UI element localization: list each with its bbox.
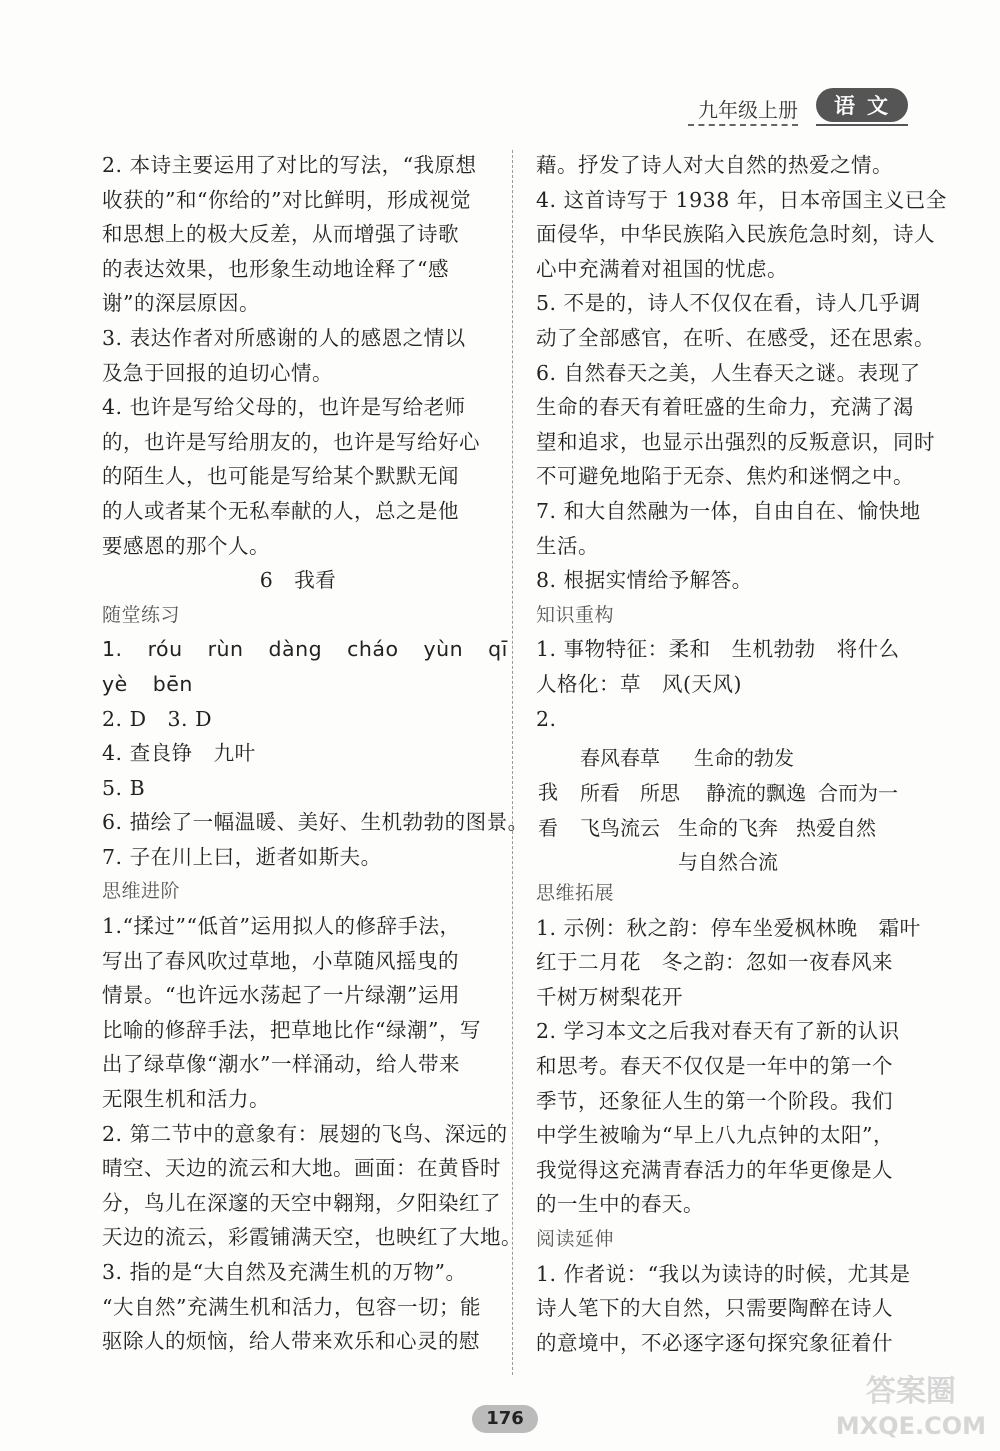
diagram-cell: 春风春草 <box>580 746 660 771</box>
text-line: 收获的”和“你给的”对比鲜明，形成视觉 <box>102 187 471 212</box>
text-line: 心中充满着对祖国的忧虑。 <box>536 256 788 281</box>
text-line: 1. 示例：秋之韵：停车坐爱枫林晚 霜叶 <box>536 915 921 940</box>
section-heading-siwei: 思维进阶 <box>102 880 181 903</box>
grade-underline <box>688 124 798 126</box>
text-line: 2. 本诗主要运用了对比的写法，“我原想 <box>102 153 477 177</box>
text-line: 情景。“也许远水荡起了一片绿潮”运用 <box>102 983 460 1008</box>
column-divider <box>512 150 513 1375</box>
section-heading-suitang: 随堂练习 <box>102 603 181 626</box>
text-line: 望和追求，也显示出强烈的反叛意识，同时 <box>536 429 935 454</box>
text-line: 3. 表达作者对所感谢的人的感恩之情以 <box>102 325 466 350</box>
concept-diagram <box>536 736 926 876</box>
watermark-text: 答案圈 <box>865 1374 956 1409</box>
text-line: 的一生中的春天。 <box>536 1192 704 1217</box>
text-line: 千树万树梨花开 <box>536 984 683 1009</box>
diagram-cell: 热爱自然 <box>796 816 876 841</box>
diagram-wo: 我 <box>538 780 558 805</box>
text-line: 4. 查良铮 九叶 <box>102 741 256 766</box>
grade-label: 九年级上册 <box>698 98 798 122</box>
text-line: 分，鸟儿在深邃的天空中翱翔，夕阳染红了 <box>102 1190 501 1215</box>
text-line: 5. B <box>102 775 146 800</box>
section-heading-tuozhan: 思维拓展 <box>536 882 615 905</box>
text-line: 诗人笔下的大自然，只需要陶醉在诗人 <box>536 1296 893 1321</box>
answer-block-prev <box>102 148 494 563</box>
diagram-cell: 飞鸟流云 <box>580 816 660 841</box>
section-heading-zhishi: 知识重构 <box>536 603 615 626</box>
text-line: 晴空、天边的流云和大地。画面：在黄昏时 <box>102 1156 501 1181</box>
text-line: 4. 也许是写给父母的，也许是写给老师 <box>102 395 466 420</box>
diagram-cell: 合而为一 <box>818 781 898 806</box>
text-line: 面侵华，中华民族陷入民族危急时刻，诗人 <box>536 222 935 247</box>
text-line: 中学生被喻为“早上八九点钟的太阳”， <box>536 1123 894 1148</box>
right-column <box>536 148 947 1360</box>
text-line: 1. 作者说：“我以为读诗的时候，尤其是 <box>536 1261 911 1286</box>
text-line: 动了全部感官，在听、在感受，还在思索。 <box>536 325 935 350</box>
watermark-logo <box>836 1375 986 1443</box>
text-line: 2. 学习本文之后我对春天有了新的认识 <box>536 1019 900 1044</box>
text-line: 比喻的修辞手法，把草地比作“绿潮”，写 <box>102 1017 481 1042</box>
text-line: 1. 事物特征：柔和 生机勃勃 将什么 <box>536 637 900 662</box>
lesson-title: 6 我看 <box>259 568 337 593</box>
text-line: 及急于回报的迫切心情。 <box>102 360 333 385</box>
text-line: 2. 第二节中的意象有：展翅的飞鸟、深远的 <box>102 1121 508 1146</box>
pinyin-answer: 1. róu rùn dàng cháo yùn qī <box>102 637 508 662</box>
diagram-cell: 生命的飞奔 <box>678 816 778 841</box>
badge-underline <box>816 124 908 126</box>
text-line: 出了绿草像“潮水”一样涌动，给人带来 <box>102 1052 460 1077</box>
text-line: 天边的流云，彩霞铺满天空，也映红了大地。 <box>102 1225 522 1250</box>
page-number: 176 <box>472 1405 538 1433</box>
text-line: 我觉得这充满青春活力的年华更像是人 <box>536 1157 893 1182</box>
text-line: 6. 自然春天之美，人生春天之谜。表现了 <box>536 360 921 385</box>
pinyin-answer: yè bēn <box>102 671 193 696</box>
text-line: 2. D 3. D <box>102 706 213 731</box>
text-line: 不可避免地陷于无奈、焦灼和迷惘之中。 <box>536 464 914 489</box>
diagram-cell: 静流的飘逸 <box>706 781 806 806</box>
text-line: 和思考。春天不仅仅是一年中的第一个 <box>536 1054 893 1079</box>
text-line: 的意境中，不必逐字逐句探究象征着什 <box>536 1330 893 1355</box>
watermark-url: MXQE.COM <box>835 1412 986 1440</box>
section-heading-yuedu: 阅读延伸 <box>536 1228 615 1251</box>
text-line: 写出了春风吹过草地，小草随风摇曳的 <box>102 948 459 973</box>
text-line: 5. 不是的，诗人不仅仅在看，诗人几乎调 <box>536 291 921 316</box>
text-line: 的，也许是写给朋友的，也许是写给好心 <box>102 429 480 454</box>
text-line: 生命的春天有着旺盛的生命力，充满了渴 <box>536 395 914 420</box>
text-line: 8. 根据实情给予解答。 <box>536 568 753 593</box>
text-line: 驱除人的烦恼，给人带来欢乐和心灵的慰 <box>102 1329 480 1354</box>
text-line: 的陌生人，也可能是写给某个默默无闻 <box>102 464 459 489</box>
subject-badge: 语文 <box>816 88 908 122</box>
text-line: 红于二月花 冬之韵：忽如一夜春风来 <box>536 950 893 975</box>
text-line: 的表达效果，也形象生动地诠释了“感 <box>102 256 449 281</box>
text-line: 人格化：草 风(天风) <box>536 671 742 696</box>
diagram-cell: 所看 所思 <box>580 781 680 806</box>
text-line: 的人或者某个无私奉献的人，总之是他 <box>102 498 459 523</box>
diagram-cell: 与自然合流 <box>678 850 778 875</box>
text-line: 7. 和大自然融为一体，自由自在、愉快地 <box>536 498 921 523</box>
text-line: 和思想上的极大反差，从而增强了诗歌 <box>102 222 459 247</box>
text-line: 3. 指的是“大自然及充满生机的万物”。 <box>102 1260 467 1284</box>
text-line: 藉。抒发了诗人对大自然的热爱之情。 <box>536 153 893 177</box>
text-line: 要感恩的那个人。 <box>102 533 270 558</box>
text-line: 生活。 <box>536 533 599 558</box>
text-line: 2. <box>536 706 557 731</box>
text-line: 谢”的深层原因。 <box>102 291 260 316</box>
text-line: 4. 这首诗写于 1938 年，日本帝国主义已全 <box>536 187 947 212</box>
text-line: 1.“揉过”“低首”运用拟人的修辞手法， <box>102 914 461 939</box>
text-line: 无限生机和活力。 <box>102 1087 270 1112</box>
text-line: “大自然”充满生机和活力，包容一切；能 <box>102 1294 481 1319</box>
text-line: 6. 描绘了一幅温暖、美好、生机勃勃的图景。 <box>102 810 529 835</box>
text-line: 季节，还象征人生的第一个阶段。我们 <box>536 1088 893 1113</box>
diagram-cell: 生命的勃发 <box>694 746 794 771</box>
text-line: 7. 子在川上曰，逝者如斯夫。 <box>102 844 382 869</box>
diagram-kan: 看 <box>538 816 558 841</box>
left-column <box>102 148 529 1359</box>
